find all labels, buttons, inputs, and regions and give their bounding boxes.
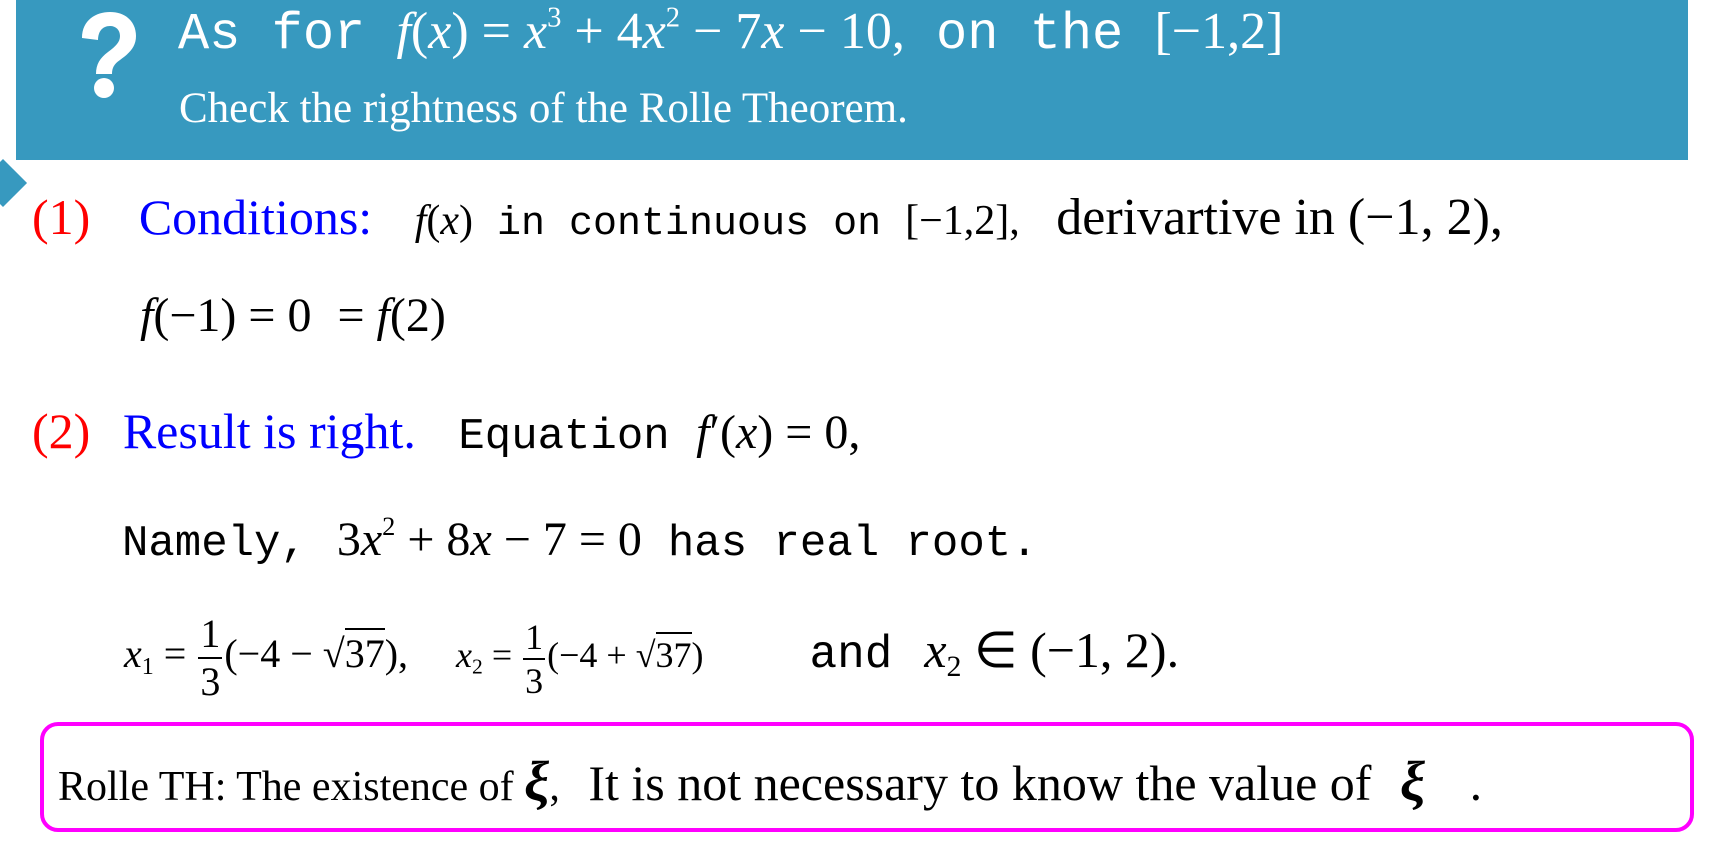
and-label: and (809, 629, 893, 682)
endpoint-right: = f(2) (337, 289, 446, 342)
endpoint-left: f(−1) = 0 (140, 289, 312, 342)
root-x2: $x_2$ = $\frac{1}{3}$ (−4 + √37) (456, 616, 704, 701)
fraction-one-third: $\frac{1}{3}$ (200, 611, 221, 704)
part1-number: (1) (32, 189, 91, 245)
xi-symbol: ξ (524, 751, 550, 813)
note-prefix: Rolle TH: The existence of (58, 764, 514, 810)
rolle-note-box (40, 722, 1694, 832)
continuity-fx: f(x) (414, 198, 474, 244)
quadratic-equation: $3x^2 + 8x - 7 = 0$ (336, 511, 642, 566)
note-suffix: . (1469, 755, 1483, 811)
note-middle: It is not necessary to know the value of (588, 755, 1372, 811)
title-prefix: As for (178, 5, 397, 64)
namely-label: Namely, (122, 519, 307, 569)
part2-number: (2) (32, 403, 91, 459)
title-interval: [−1,2] (1154, 3, 1284, 60)
xi-symbol-2: ξ (1399, 751, 1426, 813)
closed-interval: [−1,2], (905, 198, 1020, 244)
derivative-equation: f′(x) = 0, (696, 406, 861, 459)
rolle-note-text: Rolle TH: The existence of ξ, It is not necessary to know the value of ξ . (58, 751, 1483, 813)
result-line (32, 402, 860, 462)
problem-statement (178, 2, 1283, 64)
root-x1: $x_1$ = $\frac{1}{3}$ (−4 − √37), (124, 611, 409, 704)
fraction-one-third-2: $\frac{1}{3}$ (525, 616, 544, 701)
real-root-text: has real root. (667, 519, 1038, 569)
namely-line (122, 512, 1038, 569)
title-interval-label: on the (904, 5, 1155, 64)
equation-label: Equation (458, 412, 670, 462)
conditions-heading: Conditions: (138, 189, 373, 245)
derivative-condition: derivartive in (−1, 2), (1056, 189, 1503, 246)
bullet-diamond (0, 159, 27, 207)
roots-line (124, 611, 1180, 704)
result-heading: Result is right. (122, 403, 416, 459)
conditions-line (32, 188, 1503, 247)
problem-subtitle: Check the rightness of the Rolle Theorem. (179, 85, 908, 132)
function-formula: $f(x) = x^3 + 4x^2 - 7x - 10$, (396, 2, 905, 60)
title-banner (16, 0, 1688, 160)
question-mark-icon (72, 8, 140, 98)
endpoint-values (140, 288, 446, 343)
x2-membership: $x_2$ ∈ (−1, 2). (924, 622, 1180, 684)
continuity-text: in continuous on (473, 202, 906, 247)
